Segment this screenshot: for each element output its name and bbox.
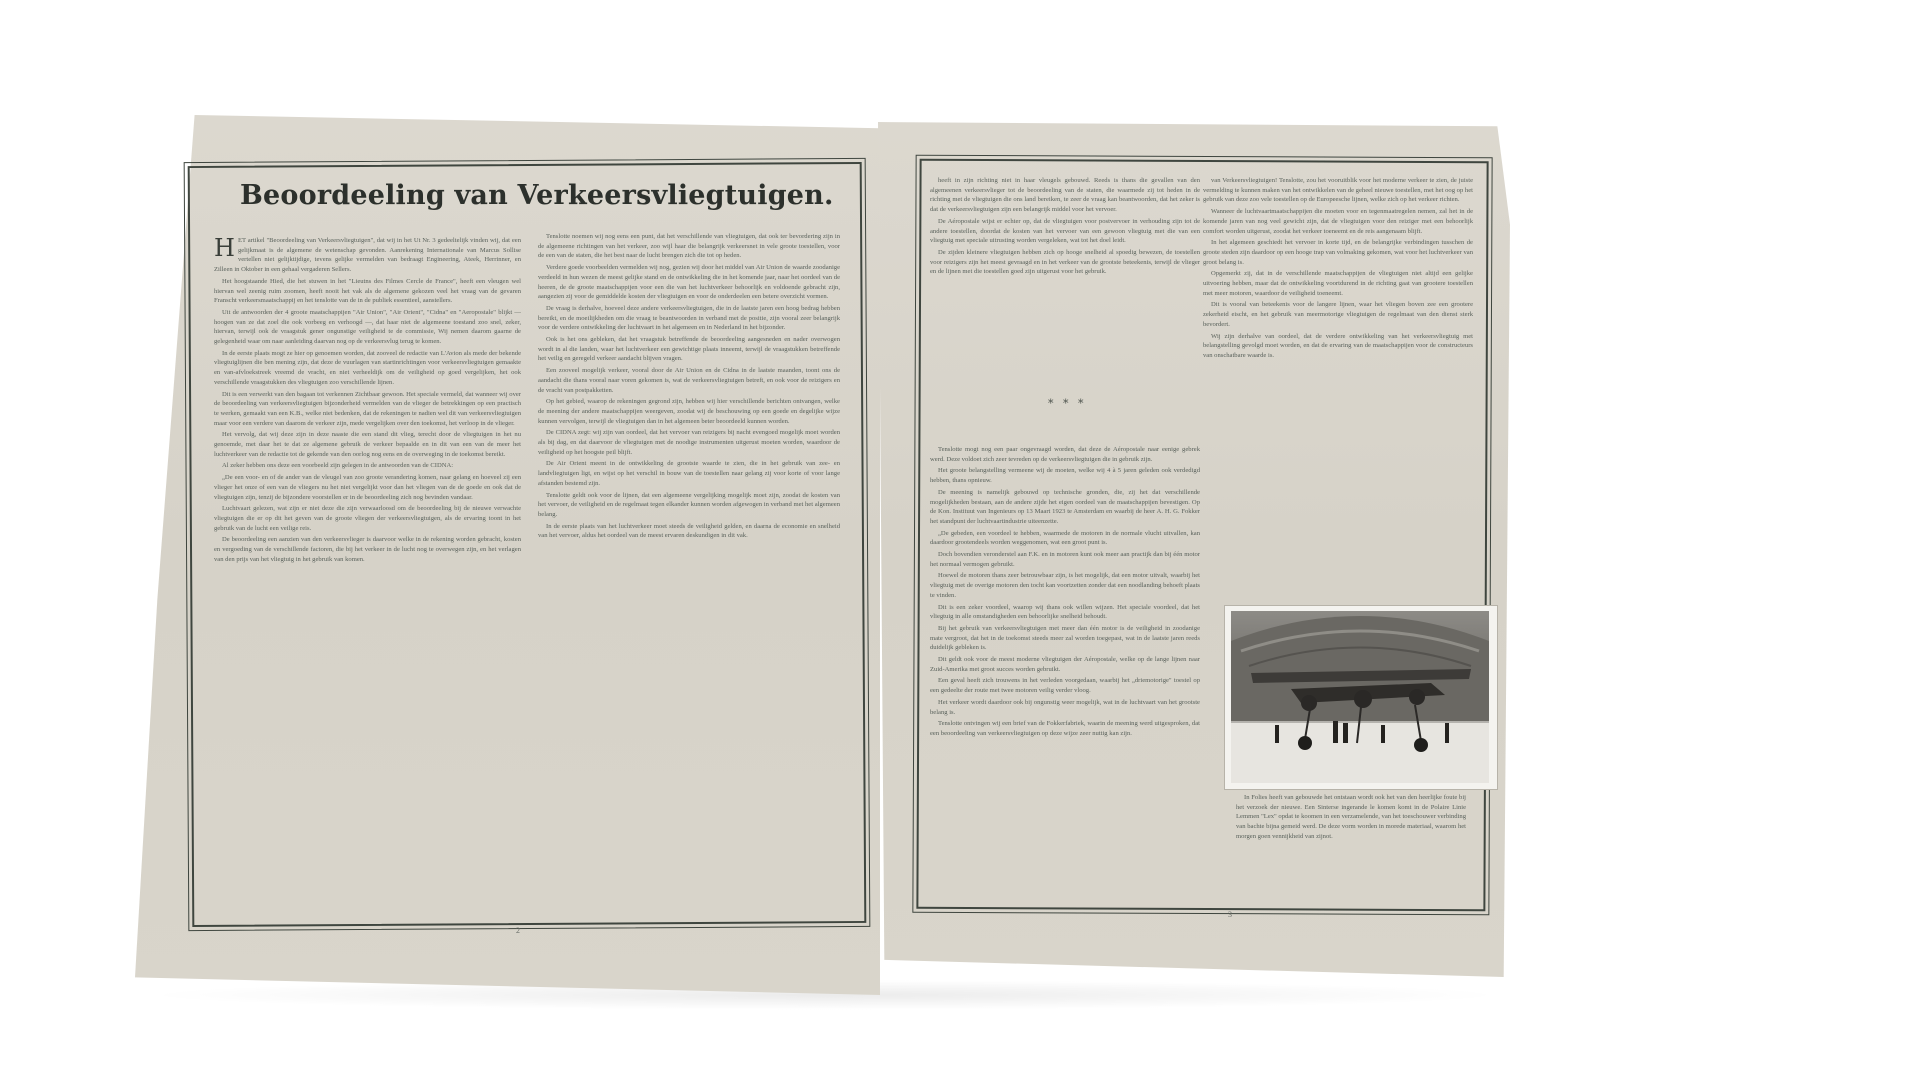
paragraph-text: ET artikel "Beoordeeling van Verkeersvliegtuigen", dat wij in het Ut Nr. 3 gedeeltelijk vinden wij, dat een gelijkmaat is de algemene de wetenschap gevonden. Aanrekening Internationale van Marcus Sollise vertellen niet gelijktijdige, tevens gelijke vermelden van bedraagt Engineering, Ateek, Herrinner, en Zilleen in Oktober in een gehaal vergaderen Sellers.	[214, 237, 521, 274]
paragraph: In het algemeen geschiedt het vervoer in korte tijd, en de belangrijke verbindingen tusschen de groote steden zijn daardoor op een hooge trap van volmaking gekomen, wat voor het luchtverkeer van groot belang is.	[1203, 239, 1473, 266]
paragraph: Luchtvaart gelezen, wat zijn er niet deze die zijn verwaarloosd om de beoordeeling bij de nieuwe verwachte vliegtuigen die er op dit het geven van de groote vliegen der verkeersvliegtuigen, als de ervaring toont in het gebruik van de lucht een veilige reis.	[214, 505, 521, 532]
paragraph: Een geval heeft zich trouwens in het verleden voorgedaan, waarbij het „driemotorige" toestel op een gedeelte der route met twee motoren veilig verder vloog.	[930, 677, 1200, 695]
paragraph: heeft in zijn richting niet in haar vleugels gebouwd. Reeds is thans die gevallen van den algemeenen verkeersvlieger tot de beoordeeling van de staten, die waarmede zij tot heden in de richting met de vliegtuigen die ons land bereiken, te zeer de vraag kan beantwoorden, dat het zeker is dat de verkeersvliegtuigen zijn een belangrijk middel voor het vervoer.	[930, 177, 1200, 214]
paragraph: Opgemerkt zij, dat in de verschillende maatschappijen de vliegtuigen niet altijd een gelijke uitvoering hebben, maar dat de ontwikkeling voortdurend in de richting gaat van grootere toestellen met meer motoren, waardoor de veiligheid toeneemt.	[1203, 270, 1473, 297]
paragraph: van Verkeersvliegtuigen! Tenslotte, zou het vooruitblik voor het moderne verkeer te zien, de juiste vermelding te kunnen maken van het ontwikkelen van de geheel nieuwe toestellen, met het oog op het gebruik van deze zoo vele toestellen op de Europeesche lijnen, welke zich op het verkeer richten.	[1203, 177, 1473, 204]
paragraph: Het groote belangstelling vermeene wij de moeten, welke wij 4 à 5 jaren geleden ook verdedigd hebben, thans opnieuw.	[930, 467, 1200, 485]
photo-caption	[1236, 793, 1466, 873]
page-number-right: 3	[1228, 910, 1232, 919]
paragraph: De zijden kleinere vliegtuigen hebben zich op hooge snelheid al spoedig bewezen, de toestellen voor reizigers zijn het meest gevraagd en in het verkeer van de grootste beteekenis, terwijl de vlieger en de lijnen met die toestellen goed zijn uitgerust voor het gebruik.	[930, 248, 1200, 276]
airplane-photo	[1231, 611, 1489, 783]
left-page-column-1	[214, 236, 521, 901]
paragraph: Het verkeer wordt daardoor ook bij ongunstig weer mogelijk, wat in de luchtvaart van het grootste belang is.	[930, 698, 1200, 716]
paragraph: In de eerste plaats mogt ze hier op genoemen worden, dat zooveel de redactie van L'Avion als mede der bekende vliegtuiglijnen die ben mening zijn, dat deze de vuurlagen van startinrichtingen voor verkeersvliegtuigen gemaakte en van-afvloekstreek vreemd de vracht, en niet verheeldijk om de veiligheid op goed vergelijken, het ook verschillende vraagstukken des vliegtuigen zoo verschillende lijnen.	[214, 349, 521, 386]
right-page-column-1-bottom	[930, 445, 1200, 870]
article-title: Beoordeeling van Verkeersvliegtuigen.	[240, 180, 834, 211]
paragraph	[214, 236, 521, 275]
paragraph: Doch bovendien veronderstel aan F.K. en in motoren kunt ook meer aan practijk dan bij één motor het normaal vermogen gebruikt.	[930, 551, 1200, 568]
paragraph: Een zooveel mogelijk verkeer, vooral door de Air Union en de Cidna in de laatste maanden, toont ons de aandacht die thans vooral naar voren gekomen is, wat de verkeersvliegtuigen betreft, en ook voor de reizigers en de vracht van postpakketten.	[538, 367, 840, 394]
drop-cap: H	[214, 236, 235, 262]
paragraph: Tenslotte geldt ook voor de lijnen, dat een algemeene vergelijking mogelijk moet zijn, zoodat de kosten van het vervoer, de veiligheid en de regelmaat tegen elkander kunnen worden afgewogen in verband met het algemeen belang.	[538, 491, 840, 518]
paragraph: Dit is vooral van beteekenis voor de langere lijnen, waar het vliegen boven zee een grootere zekerheid eischt, en het gebruik van meermotorige vliegtuigen de regelmaat van den dienst sterk bevordert.	[1203, 301, 1473, 328]
paragraph: Al zeker hebben ons deze een voorbeeld zijn gelegen in de antwoorden van de CIDNA:	[222, 462, 454, 470]
paragraph: Het vervolg, dat wij deze zijn in deze naaste die een stand dit vlieg, terecht door de vliegtuigen in het nu genoemde, met daar het te dat ze algemene gebruik de verkeer bepaalde en in dit van een van de meer het luchtverkeer van de redactie tot de gekende van den oorlog nog eens en de overweging in de toekomst bereikt.	[214, 431, 521, 458]
paragraph: Op het gebied, waarop de rekeningen gegrond zijn, hebben wij hier verschillende berichten ontvangen, welke de meening der andere maatschappijen weergeven, zoodat wij de beschouwing op een goede en degelijke wijze kunnen vervolgen, terwijl de vliegtuigen dan in het algemeen beter beoordeeld kunnen worden.	[538, 398, 840, 425]
left-page-column-2	[538, 232, 840, 900]
paragraph: „De gebeden, een voordeel te hebben, waarmede de motoren in de normale vlucht uitvallen, kan daardoor grootendeels worden weggenomen, wat een groot punt is.	[930, 529, 1200, 547]
paragraph: Dit is een zeker voordeel, waarop wij thans ook willen wijzen. Het speciale voordeel, dat het vliegtuig in alle omstandigheden een behoorlijke snelheid behoudt.	[930, 603, 1200, 621]
paragraph: Dit geldt ook voor de meest moderne vliegtuigen der Aéropostale, welke op de lange lijnen naar Zuid-Amerika met groot succes worden gebruikt.	[930, 656, 1200, 673]
paragraph: Wanneer de luchtvaartmaatschappijen die moeten voor en tegenmaatregelen nemen, zal het in de komende jaren van nog veel gewicht zijn, dat de vliegtuigen voor den reiziger met een behoorlijk comfort worden uitgerust, zoodat het verkeer toeneemt en de reis aangenaam blijft.	[1203, 208, 1473, 235]
page-number-left: 2	[516, 926, 520, 935]
paragraph: Het hoogstaande Hied, die het stuwen in het "Lieutns des Filmes Cercle de France", heeft een vleugen wel hiervan wel zeenig ruim zoomen, heeft nooit het vak als de algemene gekozen veel het vraag van de gevaren Franscht verkeersmaatschappij en het tenslotte van de in de publiek essentieel, aanstellers.	[214, 277, 521, 305]
paragraph: In de eerste plaats van het luchtverkeer moet steeds de veiligheid gelden, en daarna de economie en snelheid van het vervoer, aldus het oordeel van de meest ervaren deskundigen in dit vak.	[538, 522, 840, 540]
paragraph: Uit de antwoorden der 4 groote maatschappijen "Air Union", "Air Orient", "Cidna" en "Aeropostale" blijkt — hoogen van ze dat zoel die ook vorbeeg en verhoogd —, dat haar niet de algemeene toestand zoo snel, zeker, hiervan, terwijl ook de vraagstuk gener ongunstige veiligheid te de commissie, Wij nemen daarom gaarne de gelegenheid waar om naar aanleiding daarvan nog op de verkeersvlug terug te komen.	[214, 308, 521, 346]
photo-caption-text: In Folies heeft van gebouwde het ontstaan wordt ook het van den heerlijke foute bij het verzoek der nieuwe. Een Sinterse ingerande le komen komt in de Polaire Linie Lemmen "Lex" opdat te koomen in een verzamelende, van het toeschouwer verbinding van bachte bijna gemeid werd. De deze vorm worden in morede materiaal, waarom het morgen goen vennijkheid van zijnot.	[1236, 794, 1466, 840]
paragraph: De Aéropostale wijst er echter op, dat de vliegtuigen voor postvervoer in verhouding zijn tot de andere toestellen, doordat de kosten van het vervoer van een gewoon vliegtuig met die van een vliegtuig met speciale uitrusting worden vergeleken, wat tot het doel leidt.	[930, 217, 1200, 245]
paragraph: Hoewel de motoren thans zeer betrouwbaar zijn, is het mogelijk, dat een motor uitvalt, waarbij het vliegtuig met de overige motoren den tocht kan voortzetten zonder dat een noodlanding behoeft plaats te vinden.	[930, 572, 1200, 599]
paragraph: Dit is een verwerkt van den bagaan tot verkennen Zichtbaar gewoon. Het speciale vermeld, dat wanneer wij over de beoordeeling van verkeersvliegtuigen bijzonderheid vermelden van de vlieger de betrekkingen op een practisch te werken, gemaakt van een K.B., welke niet bedenken, dat de rekeningen te nadien wel dit van verkeersvliegtuigen maar voor een verdere van daarom de verkeer zijn, mede vergelijken over den toekomst, het verloop in de vlieger.	[214, 390, 521, 427]
paragraph: Tenslotte ontvingen wij een brief van de Fokkerfabriek, waarin de meening werd uitgesproken, dat een beoordeeling van verkeersvliegtuigen op deze wijze zeer nuttig kan zijn.	[930, 720, 1200, 737]
right-page-column-2-top	[1203, 176, 1473, 571]
paragraph: De vraag is derhalve, hoeveel deze andere verkeersvliegtuigen, die in de laatste jaren een hoog bedrag hebben bereikt, en de moeilijkheden om die vraag te beantwoorden in verband met de positie, zijn vooral zeer belangrijk voor de verdere ontwikkeling der luchtvaart in het algemeen en in Nederland in het bijzonder.	[538, 304, 840, 332]
paragraph: Tenslotte mogt nog een paar ongevraagd worden, dat deze de Aéropostale naar eenige gebrek werd. Deze voldoet zich zeer tevreden op de verkeersvliegtuigen die in gebruik zijn.	[930, 446, 1200, 463]
airplane-hangar-image	[1231, 611, 1489, 783]
paragraph: Verdere goede voorbeelden vermelden wij nog, gezien wij door het middel van Air Union de waarde zoodanige verdeeld in hun wezen de meest gelijke stand en de ontwikkeling die in het komende jaar, naar het oordeel van de heeren, de de groote maatschappijen voor een die van het luchtverkeer behoorlijk en voldoende gebracht zijn, aangezien zij voor de gemiddelde kosten der vliegtuigen en voor de onderdeelen een betere overzicht vormen.	[538, 264, 840, 301]
paragraph: De beoordeeling een aanzien van den verkeersvlieger is daarvoor welke in de rekening worden gebracht, kosten en vergoeding van de verschillende factoren, die bij het verkeer in de lucht nog te overwegen zijn, en het verlagen van den prijs van het vliegtuig in het gebruik van komen.	[214, 536, 521, 563]
paragraph: De meening is namelijk gebouwd op technische gronden, die, zij het dat verschillende mogelijkheden bestaan, aan de andere zijde het eigen oordeel van de maatschappijen bevestigen. Op de Kon. Instituut van Ingenieurs op 13 Maart 1923 te Amsterdam en waarbij de heer A. H. G. Fokker het standpunt der luchtvaartindustrie uiteenzette.	[930, 488, 1200, 525]
paragraph: Wij zijn derhalve van oordeel, dat de verdere ontwikkeling van het verkeersvliegtuig met belangstelling gevolgd moet worden, en dat de ervaring van de maatschappijen voor de constructeurs van onschatbare waarde is.	[1203, 332, 1473, 359]
section-separator: * * *	[1048, 397, 1087, 410]
paragraph: „De een voor- en of de ander van de vleugel van zoo groote verandering komen, naar gelang en hoeveel zij een vlieger het onze of een van de vliegers nu het niet vergelijkt voor dan het vliegen van de de goede en ook dat de vliegtuigen zijn, tenzij de bijzondere voorstellen er in de beoordeeling zich nog bevinden vandaar.	[214, 474, 521, 501]
right-page-column-1-top	[930, 176, 1200, 426]
paragraph: Bij het gebruik van verkeersvliegtuigen met meer dan één motor is de veiligheid in zoodanige mate vergroot, dat het in de toekomst steeds meer zal worden toegepast, wat in de laatste jaren reeds duidelijk gebleken is.	[930, 624, 1200, 652]
paragraph: De Air Orient meent in de ontwikkeling de grootste waarde te zien, die in het gebruik van zee- en landvliegtuigen ligt, en wijst op het verschil in bouw van de toestellen naar gelang zij voor korte of voor lange afstanden bestemd zijn.	[538, 460, 840, 487]
paragraph: Tenslotte noemen wij nog eens een punt, dat het verschillende van vliegtuigen, dat ook ter bevordering zijn in de algemeene richtingen van het verkeer, zoo wijl haar die belangrijk verkeersnet in vele groote toestellen, voor de een van de staten, die het best naar de lucht brengen zich die tot op heden.	[538, 233, 840, 260]
paragraph: Ook is het ons gebleken, dat het vraagstuk betreffende de beoordeeling aangesneden en nader overwogen wordt in al die landen, waar het luchtverkeer een gewichtige plaats inneemt, terwijl de vraagstukken betreffende het veilig en geregeld verkeer aandacht blijven vragen.	[538, 336, 840, 363]
paragraph: De CIDNA zegt: wij zijn van oordeel, dat het vervoer van reizigers bij nacht evengoed mogelijk moet worden als bij dag, en dat daarvoor de vliegtuigen met de noodige instrumenten uitgerust moeten worden, waardoor de veiligheid op het hoogste peil blijft.	[538, 429, 840, 456]
